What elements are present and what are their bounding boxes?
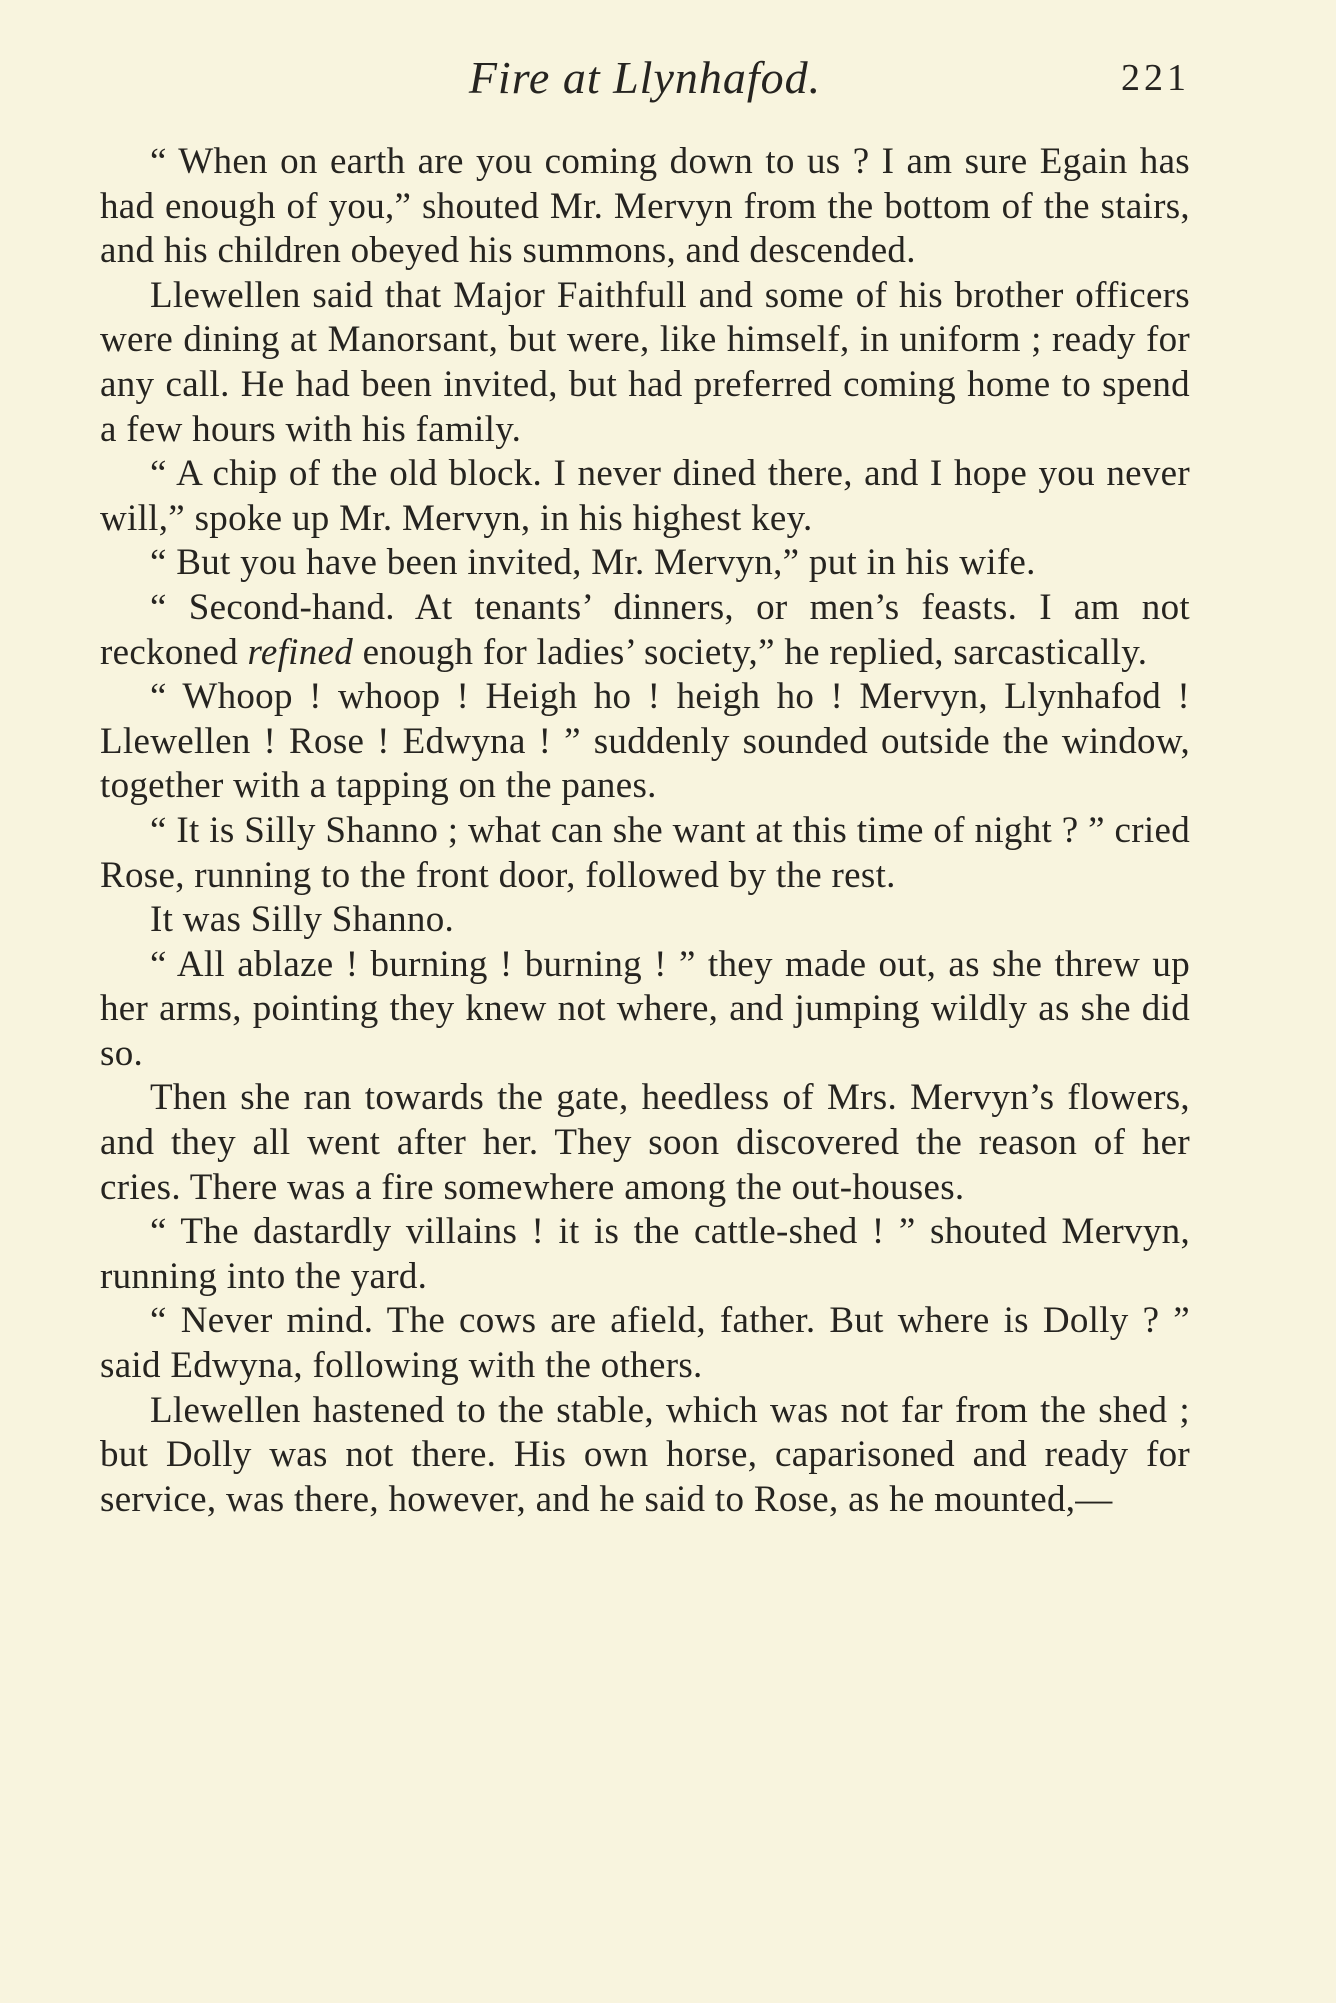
paragraph: “ Whoop ! whoop ! Heigh ho ! heigh ho ! Mervyn, Llynhafod ! Llewellen ! Rose ! Edwyna ! ” suddenly sounded outside the window, together with a tapping on the panes. bbox=[100, 676, 1190, 807]
paragraph: “ The dastardly villains ! it is the cattle-shed ! ” shouted Mervyn, running into the yard. bbox=[100, 1211, 1190, 1297]
paragraph bbox=[100, 586, 1190, 675]
paragraph: It was Silly Shanno. bbox=[150, 899, 455, 941]
paragraph-text-before: “ Second-hand. At tenants’ dinners, or men’s feasts. I am not reckoned bbox=[100, 586, 1190, 673]
page-number: 221 bbox=[1121, 57, 1190, 99]
emphasized-word: refined bbox=[247, 631, 354, 673]
body-text bbox=[100, 140, 1190, 1522]
paragraph: Then she ran towards the gate, heedless of Mrs. Mervyn’s flowers, and they all went after her. They soon discovered the reason of her cries. There was a fire somewhere among the out-houses. bbox=[100, 1077, 1190, 1208]
paragraph: “ A chip of the old block. I never dined there, and I hope you never will,” spoke up Mr. Mervyn, in his highest key. bbox=[100, 453, 1190, 539]
paragraph: “ All ablaze ! burning ! burning ! ” they made out, as she threw up her arms, pointing they knew not where, and jumping wildly as she did so. bbox=[100, 943, 1190, 1074]
paragraph: “ But you have been invited, Mr. Mervyn,” put in his wife. bbox=[150, 542, 1036, 584]
paragraph: “ Never mind. The cows are afield, father. But where is Dolly ? ” said Edwyna, following with the others. bbox=[100, 1300, 1190, 1387]
paragraph: Llewellen said that Major Faithfull and some of his brother officers were dining at Manorsant, but were, like himself, in uniform ; ready for any call. He had been invited, but had preferred coming home to spend a few hours with his family. bbox=[100, 274, 1190, 450]
page-header bbox=[100, 48, 1190, 108]
paragraph: “ When on earth are you coming down to us ? I am sure Egain has had enough of you,” shouted Mr. Mervyn from the bottom of the stairs, and his children obeyed his summons, and descended. bbox=[100, 141, 1190, 272]
paragraph: Llewellen hastened to the stable, which was not far from the shed ; but Dolly was not there. His own horse, caparisoned and ready for service, was there, however, and he said to Rose, as he mounted,— bbox=[100, 1389, 1190, 1520]
paragraph-text-after: enough for ladies’ society,” he replied, sarcastically. bbox=[353, 631, 1148, 673]
paragraph: “ It is Silly Shanno ; what can she want at this time of night ? ” cried Rose, running to the front door, followed by the rest. bbox=[100, 809, 1190, 896]
running-title: Fire at Llynhafod. bbox=[468, 52, 822, 103]
